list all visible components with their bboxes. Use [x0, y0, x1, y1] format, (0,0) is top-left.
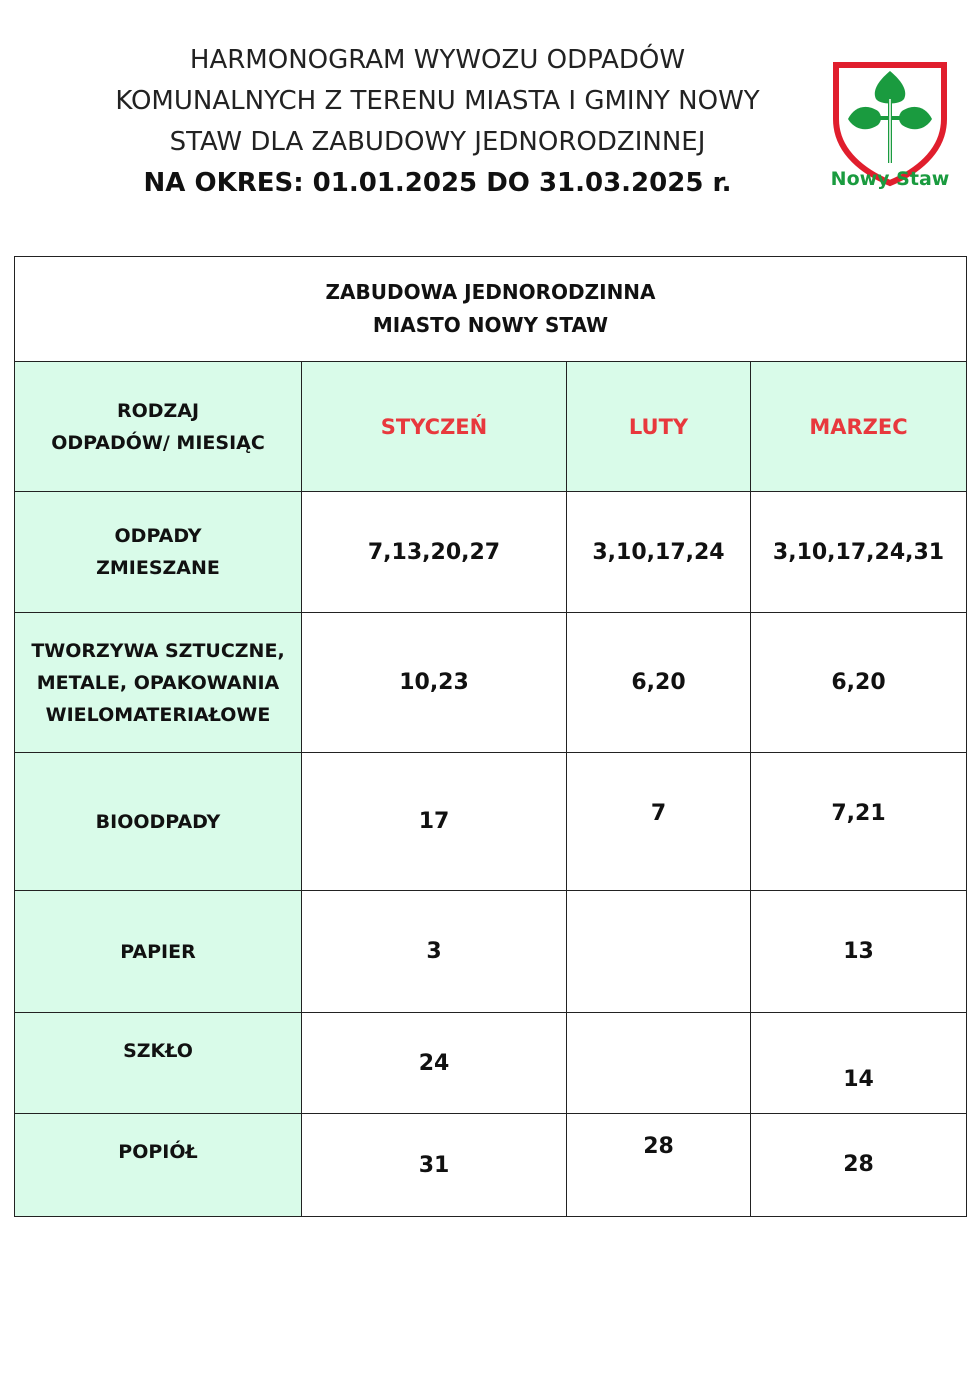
period-line: NA OKRES: 01.01.2025 DO 31.03.2025 r.	[143, 168, 732, 198]
table-row	[15, 891, 967, 1013]
title-line: STAW DLA ZABUDOWY JEDNORODZINNEJ	[169, 127, 706, 157]
date-cell: 6,20	[567, 613, 751, 753]
row-label-line: BIOODPADY	[95, 810, 221, 833]
row-label-line: POPIÓŁ	[118, 1141, 198, 1163]
row-label-line: SZKŁO	[123, 1040, 193, 1062]
header-label-line: ODPADÓW/ MIESIĄC	[51, 431, 265, 454]
caption-row	[15, 257, 967, 362]
header-label-line: RODZAJ	[116, 399, 200, 422]
date-cell: 14	[751, 1013, 967, 1114]
date-cell	[567, 1013, 751, 1114]
table-caption	[15, 257, 967, 362]
table-row	[15, 492, 967, 613]
date-cell: 7,21	[751, 753, 967, 891]
caption-line: MIASTO NOWY STAW	[372, 313, 609, 337]
date-cell: 3,10,17,24,31	[751, 492, 967, 613]
date-cell: 10,23	[302, 613, 567, 753]
row-label	[15, 492, 302, 613]
municipality-name: Nowy Staw	[830, 168, 950, 190]
date-cell: 7,13,20,27	[302, 492, 567, 613]
row-label-line: ODPADY	[114, 525, 202, 547]
row-label	[15, 613, 302, 753]
date-cell: 13	[751, 891, 967, 1013]
row-label	[15, 891, 302, 1013]
row-label-line: METALE, OPAKOWANIA	[36, 671, 280, 694]
caption-line: ZABUDOWA JEDNORODZINNA	[325, 280, 656, 304]
row-label	[15, 1013, 302, 1114]
date-cell: 17	[302, 753, 567, 891]
date-cell: 3	[302, 891, 567, 1013]
table-row	[15, 753, 967, 891]
date-cell: 3,10,17,24	[567, 492, 751, 613]
row-label-line: ZMIESZANE	[96, 557, 220, 579]
month-header-february: LUTY	[567, 362, 751, 492]
header-row	[15, 362, 967, 492]
table-row	[15, 613, 967, 753]
date-cell: 28	[751, 1114, 967, 1217]
date-cell: 31	[302, 1114, 567, 1217]
date-cell: 6,20	[751, 613, 967, 753]
date-cell: 7	[567, 753, 751, 891]
table-row	[15, 1013, 967, 1114]
row-label	[15, 1114, 302, 1217]
month-header-january: STYCZEŃ	[302, 362, 567, 492]
schedule-title	[40, 40, 835, 204]
row-label-line: TWORZYWA SZTUCZNE,	[31, 639, 285, 662]
row-label-line: WIELOMATERIAŁOWE	[45, 703, 271, 726]
table-row	[15, 1114, 967, 1217]
title-line: HARMONOGRAM WYWOZU ODPADÓW	[189, 45, 686, 75]
month-header-march: MARZEC	[751, 362, 967, 492]
row-label	[15, 753, 302, 891]
header-label	[15, 362, 302, 492]
title-line: KOMUNALNYCH Z TERENU MIASTA I GMINY NOWY	[115, 86, 760, 116]
waste-collection-table	[14, 256, 967, 1217]
row-label-line: PAPIER	[120, 940, 196, 963]
date-cell: 28	[567, 1114, 751, 1217]
date-cell: 24	[302, 1013, 567, 1114]
date-cell	[567, 891, 751, 1013]
